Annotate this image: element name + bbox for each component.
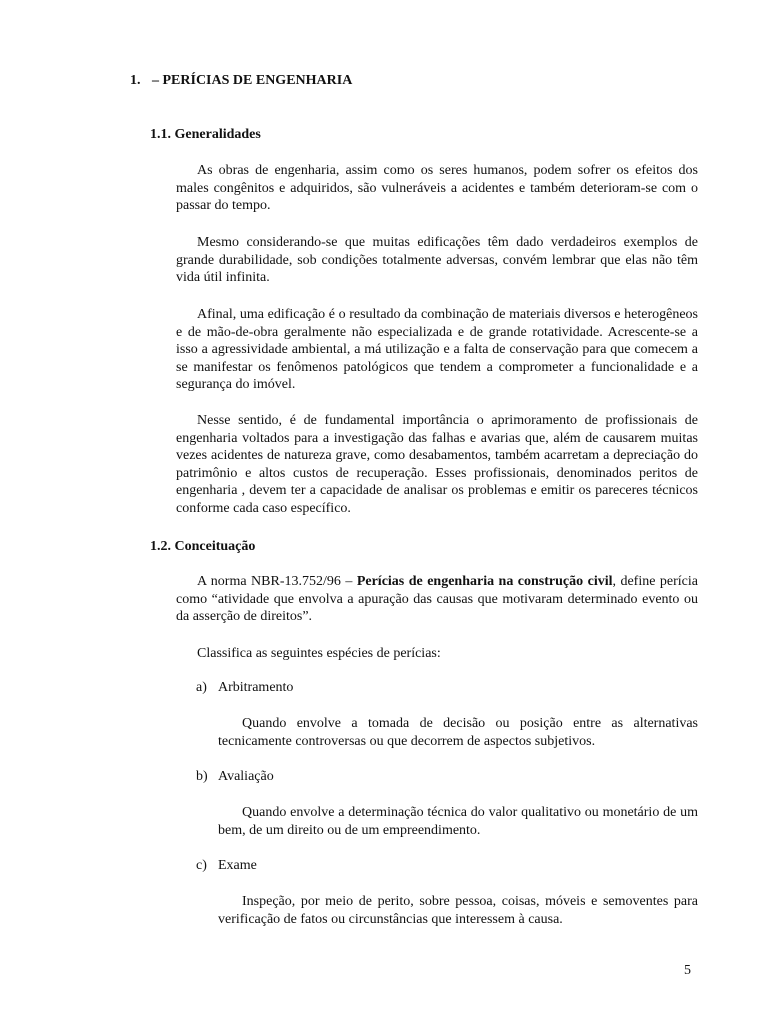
list-item-description: Inspeção, por meio de perito, sobre pessoa, coisas, móveis e semoventes para verificação de fatos ou circunstâncias que interessem à causa. bbox=[218, 894, 698, 927]
list-item-description: Quando envolve a tomada de decisão ou posição entre as alternativas tecnicamente controversas ou que decorrem de aspectos subjetivos. bbox=[218, 716, 698, 749]
list-item-label: Avaliação bbox=[218, 769, 274, 784]
chapter-heading bbox=[130, 73, 352, 89]
list-marker: a) bbox=[196, 680, 207, 695]
paragraph: Nesse sentido, é de fundamental importância o aprimoramento de profissionais de engenharia voltados para a investigação das falhas e avarias que, além de causarem muitas vezes acidentes de natureza grave, como desabamentos, também acarretam a depreciação do patrimônio e altos custos de recuperação. Esses profissionais, denominados peritos de engenharia , devem ter a capacidade de analisar os problemas e emitir os pareceres técnicos conforme cada caso específico. bbox=[176, 413, 698, 516]
section-heading-generalidades: 1.1. Generalidades bbox=[150, 127, 261, 142]
list-intro: Classifica as seguintes espécies de perícias: bbox=[197, 646, 441, 661]
list-item-description: Quando envolve a determinação técnica do valor qualitativo ou monetário de um bem, de um direito ou de um empreendimento. bbox=[218, 805, 698, 838]
list-marker: b) bbox=[196, 769, 208, 784]
chapter-number: 1. bbox=[130, 73, 141, 88]
paragraph: Mesmo considerando-se que muitas edificações têm dado verdadeiros exemplos de grande durabilidade, sob condições totalmente adversas, convém lembrar que elas não têm vida útil infinita. bbox=[176, 235, 698, 286]
section-heading-conceituacao: 1.2. Conceituação bbox=[150, 539, 256, 554]
paragraph: As obras de engenharia, assim como os seres humanos, podem sofrer os efeitos dos males congênitos e adquiridos, são vulneráveis a acidentes e também deterioram-se com o passar do tempo. bbox=[176, 163, 698, 214]
list-item-label: Exame bbox=[218, 858, 257, 873]
norma-prefix: A norma NBR-13.752/96 – bbox=[197, 574, 357, 589]
norma-suffix: , define perícia como “atividade que envolva a apuração das causas que motivaram determinado evento ou da asserção de direitos”. bbox=[176, 574, 698, 625]
list-item-a bbox=[196, 680, 293, 696]
page-number: 5 bbox=[684, 963, 691, 978]
list-marker: c) bbox=[196, 858, 207, 873]
list-item-label: Arbitramento bbox=[218, 680, 294, 695]
paragraph-norma bbox=[176, 573, 698, 626]
list-item-b bbox=[196, 769, 274, 785]
norma-title: Perícias de engenharia na construção civil bbox=[356, 574, 613, 589]
list-item-c bbox=[196, 858, 257, 874]
chapter-title: – PERÍCIAS DE ENGENHARIA bbox=[152, 73, 353, 88]
paragraph: Afinal, uma edificação é o resultado da combinação de materiais diversos e heterogêneos e de mão-de-obra geralmente não especializada e de grande rotatividade. Acrescente-se a isso a agressividade ambiental, a má utilização e a falta de conservação para que comecem a se manifestar os fenômenos patológicos que tendem a comprometer a funcionalidade e a segurança do imóvel. bbox=[176, 307, 698, 393]
